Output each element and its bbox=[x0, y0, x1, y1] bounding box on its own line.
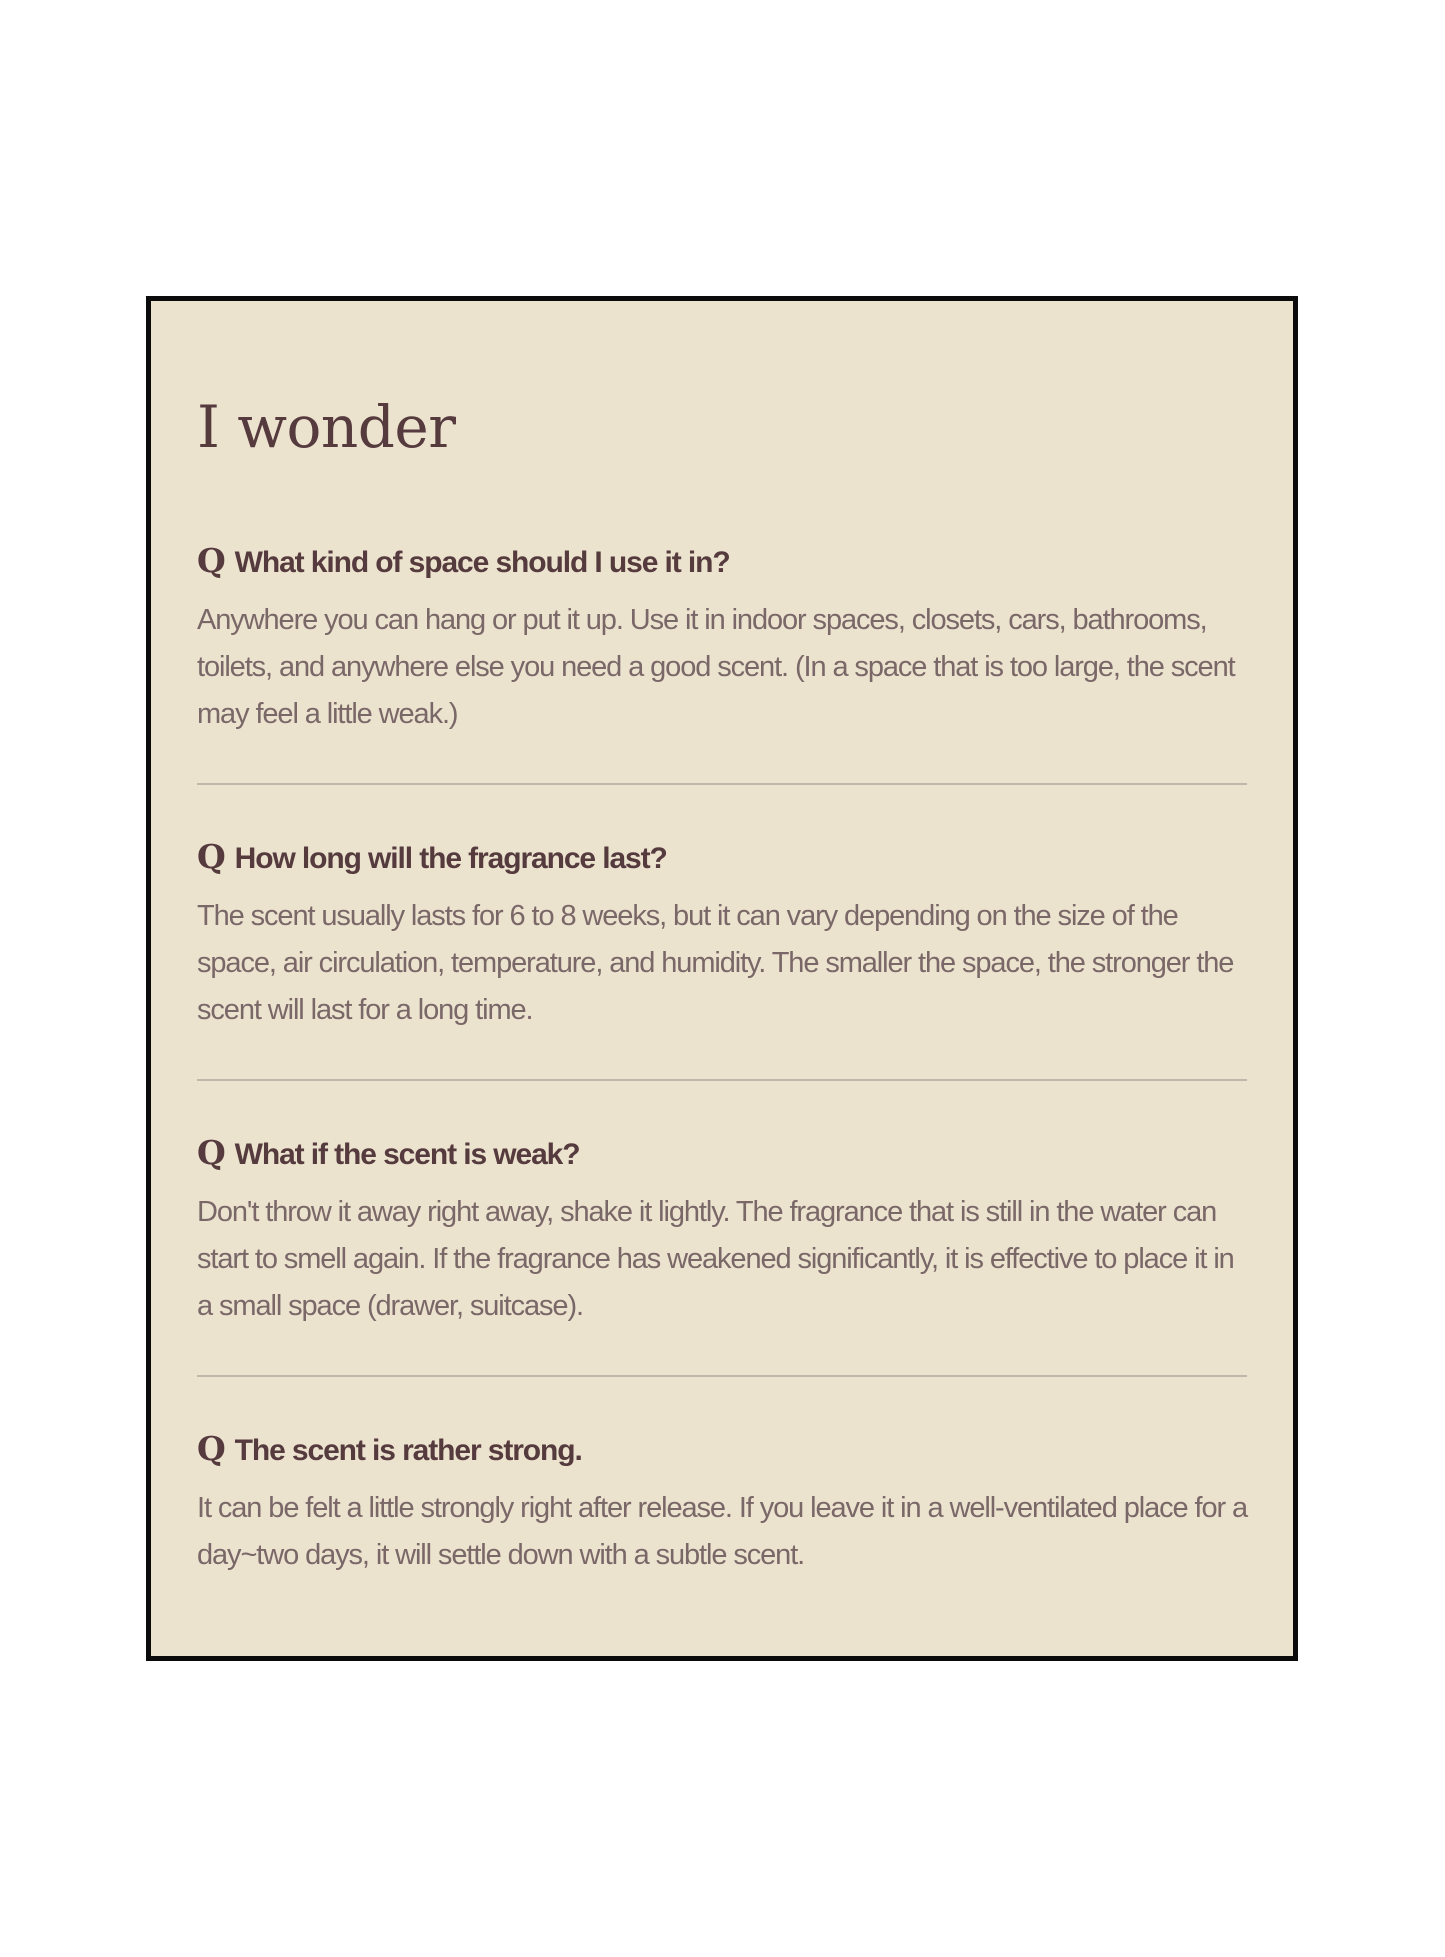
q-marker-icon: Q bbox=[197, 1133, 225, 1172]
faq-question bbox=[197, 837, 1247, 879]
faq-question bbox=[197, 541, 1247, 583]
faq-question-text: What if the scent is weak? bbox=[234, 1138, 580, 1171]
faq-question-text: What kind of space should I use it in? bbox=[234, 546, 730, 579]
faq-list bbox=[197, 541, 1247, 1579]
q-marker-icon: Q bbox=[197, 837, 225, 876]
faq-item bbox=[197, 1375, 1247, 1579]
faq-answer: The scent usually lasts for 6 to 8 weeks, but it can vary depending on the size of the space, air circulation, temperature, and humidity. The smaller the space, the stronger the scent will last for a long time. bbox=[197, 900, 1234, 1026]
faq-question bbox=[197, 1429, 1247, 1471]
q-marker-icon: Q bbox=[197, 541, 225, 580]
faq-answer: Anywhere you can hang or put it up. Use it in indoor spaces, closets, cars, bathrooms, toilets, and anywhere else you need a good scent. (In a space that is too large, the scent may feel a little weak.) bbox=[197, 604, 1235, 730]
faq-title: I wonder bbox=[197, 393, 456, 461]
faq-item bbox=[197, 1079, 1247, 1330]
faq-card bbox=[146, 296, 1298, 1661]
faq-question-text: The scent is rather strong. bbox=[234, 1434, 582, 1467]
faq-question bbox=[197, 1133, 1247, 1175]
faq-item bbox=[197, 783, 1247, 1034]
faq-answer: Don't throw it away right away, shake it lightly. The fragrance that is still in the water can start to smell again. If the fragrance has weakened significantly, it is effective to place it in a small space (drawer, suitcase). bbox=[197, 1196, 1234, 1322]
faq-question-text: How long will the fragrance last? bbox=[234, 842, 667, 875]
faq-answer: It can be felt a little strongly right after release. If you leave it in a well-ventilated place for a day~two days, it will settle down with a subtle scent. bbox=[197, 1492, 1248, 1571]
faq-item bbox=[197, 541, 1247, 738]
q-marker-icon: Q bbox=[197, 1429, 225, 1468]
